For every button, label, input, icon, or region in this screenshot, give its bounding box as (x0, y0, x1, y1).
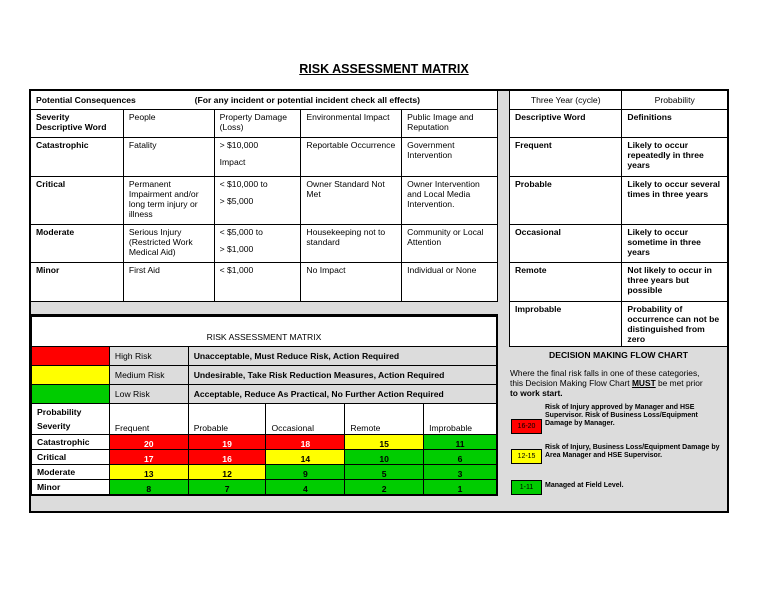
probability-word: Remote (510, 263, 622, 302)
low-risk-swatch (32, 385, 110, 404)
property-line: < $10,000 to (219, 179, 268, 189)
probability-word: Occasional (510, 225, 622, 263)
environment-cell: Housekeeping not to standard (301, 225, 402, 263)
severity-cell: Moderate (31, 225, 124, 263)
col-header-environment: Environmental Impact (301, 110, 402, 138)
property-line: > $10,000 (219, 140, 259, 150)
severity-cell: Critical (31, 177, 124, 225)
flow-intro-line (510, 378, 728, 388)
property-line: Impact (219, 157, 246, 167)
range-swatch-low: 1-11 (511, 480, 542, 495)
medium-risk-label: Medium Risk (109, 366, 188, 385)
consequences-table (30, 90, 498, 302)
probability-table (509, 90, 728, 347)
environment-cell: No Impact (301, 263, 402, 302)
risk-score-cell: 2 (345, 480, 424, 495)
probability-header-left: Three Year (cycle) (510, 91, 622, 110)
table-row (510, 177, 728, 225)
risk-score-cell: 6 (424, 450, 497, 465)
matrix-row-label: Catastrophic (32, 435, 110, 450)
probability-definition: Likely to occur several times in three years (622, 177, 728, 225)
col-header-public: Public Image and Reputation (402, 110, 498, 138)
col-header-definitions: Definitions (622, 110, 728, 138)
matrix-row-label: Moderate (32, 465, 110, 480)
range-swatch-medium: 12-15 (511, 449, 542, 464)
risk-score-cell: 18 (266, 435, 345, 450)
flow-intro-emphasis: MUST (631, 378, 656, 388)
low-risk-description: Acceptable, Reduce As Practical, No Further Action Required (188, 385, 496, 404)
matrix-title: RISK ASSESSMENT MATRIX (32, 317, 497, 347)
table-row (510, 138, 728, 177)
environment-cell: Reportable Occurrence (301, 138, 402, 177)
risk-matrix-table (31, 316, 497, 495)
risk-score-cell: 19 (188, 435, 266, 450)
flow-chart-intro (510, 368, 728, 398)
matrix-row (32, 450, 497, 465)
risk-score-cell: 15 (345, 435, 424, 450)
property-cell: < $1,000 (214, 263, 301, 302)
risk-score-cell: 17 (109, 450, 188, 465)
property-line: > $5,000 (219, 196, 254, 206)
risk-score-cell: 16 (188, 450, 266, 465)
severity-axis-label: Severity (37, 421, 71, 431)
medium-risk-swatch (32, 366, 110, 385)
table-row (510, 225, 728, 263)
probability-definition: Likely to occur repeatedly in three years (622, 138, 728, 177)
property-cell (214, 138, 301, 177)
people-cell: Serious Injury (Restricted Work Medical Aid) (123, 225, 214, 263)
public-cell: Owner Intervention and Local Media Intervention. (402, 177, 498, 225)
risk-score-cell: 3 (424, 465, 497, 480)
risk-score-cell: 13 (109, 465, 188, 480)
consequences-header-right: (For any incident or potential incident check all effects) (194, 95, 420, 105)
probability-word: Improbable (510, 302, 622, 347)
risk-score-cell: 9 (266, 465, 345, 480)
risk-score-cell: 4 (266, 480, 345, 495)
medium-risk-description: Undesirable, Take Risk Reduction Measures, Action Required (188, 366, 496, 385)
matrix-row-label: Minor (32, 480, 110, 495)
col-header-severity: Severity Descriptive Word (31, 110, 124, 138)
flow-intro-line: to work start. (510, 388, 563, 398)
column-header-occasional: Occasional (266, 404, 345, 435)
matrix-body (32, 435, 497, 495)
probability-definition: Probability of occurrence can not be distinguished from zero (622, 302, 728, 347)
table-row (31, 138, 498, 177)
range-text-low: Managed at Field Level. (545, 482, 624, 489)
risk-score-cell: 11 (424, 435, 497, 450)
column-header-remote: Remote (345, 404, 424, 435)
matrix-row (32, 465, 497, 480)
probability-definition: Not likely to occur in three years but possible (622, 263, 728, 302)
table-row (31, 225, 498, 263)
risk-score-cell: 10 (345, 450, 424, 465)
public-cell: Individual or None (402, 263, 498, 302)
probability-word: Probable (510, 177, 622, 225)
risk-score-cell: 14 (266, 450, 345, 465)
environment-cell: Owner Standard Not Met (301, 177, 402, 225)
high-risk-description: Unacceptable, Must Reduce Risk, Action Required (188, 347, 496, 366)
matrix-row-label: Critical (32, 450, 110, 465)
flow-intro-text: be met prior (655, 378, 703, 388)
matrix-row (32, 480, 497, 495)
page-title: RISK ASSESSMENT MATRIX (299, 62, 469, 76)
range-swatch-high: 16-20 (511, 419, 542, 434)
col-header-descriptive-word: Descriptive Word (510, 110, 622, 138)
col-header-people: People (123, 110, 214, 138)
public-cell: Community or Local Attention (402, 225, 498, 263)
people-cell: First Aid (123, 263, 214, 302)
table-row (510, 263, 728, 302)
consequences-header-left: Potential Consequences (36, 95, 136, 105)
high-risk-label: High Risk (109, 347, 188, 366)
column-header-frequent: Frequent (109, 404, 188, 435)
table-row (31, 263, 498, 302)
low-risk-label: Low Risk (109, 385, 188, 404)
severity-cell: Minor (31, 263, 124, 302)
range-text-high: Risk of Injury approved by Manager and HSE Supervisor. Risk of Business Loss/Equipment Damage by Manager. (545, 404, 698, 427)
matrix-row (32, 435, 497, 450)
probability-axis-label: Probability (37, 407, 82, 417)
flow-chart-title: DECISION MAKING FLOW CHART (549, 350, 688, 360)
high-risk-swatch (32, 347, 110, 366)
property-line: > $1,000 (219, 244, 254, 254)
risk-score-cell: 7 (188, 480, 266, 495)
table-row (31, 177, 498, 225)
probability-word: Frequent (510, 138, 622, 177)
flow-intro-text: this Decision Making Flow Chart (510, 378, 632, 388)
probability-definition: Likely to occur sometime in three years (622, 225, 728, 263)
people-cell: Permanent Impairment and/or long term injury or illness (123, 177, 214, 225)
column-header-probable: Probable (188, 404, 266, 435)
risk-score-cell: 12 (188, 465, 266, 480)
people-cell: Fatality (123, 138, 214, 177)
risk-score-cell: 1 (424, 480, 497, 495)
risk-score-cell: 5 (345, 465, 424, 480)
risk-score-cell: 8 (109, 480, 188, 495)
risk-score-cell: 20 (109, 435, 188, 450)
property-line: < $5,000 to (219, 227, 263, 237)
col-header-property: Property Damage (Loss) (214, 110, 301, 138)
flow-intro-line: Where the final risk falls in one of these categories, (510, 368, 700, 378)
column-header-improbable: Improbable (424, 404, 497, 435)
probability-header-right: Probability (622, 91, 728, 110)
property-cell (214, 177, 301, 225)
severity-cell: Catastrophic (31, 138, 124, 177)
range-text-medium: Risk of Injury, Business Loss/Equipment Damage by Area Manager and HSE Supervisor. (545, 444, 720, 459)
public-cell: Government Intervention (402, 138, 498, 177)
property-cell (214, 225, 301, 263)
axis-label-cell (32, 404, 110, 435)
table-row (510, 302, 728, 347)
